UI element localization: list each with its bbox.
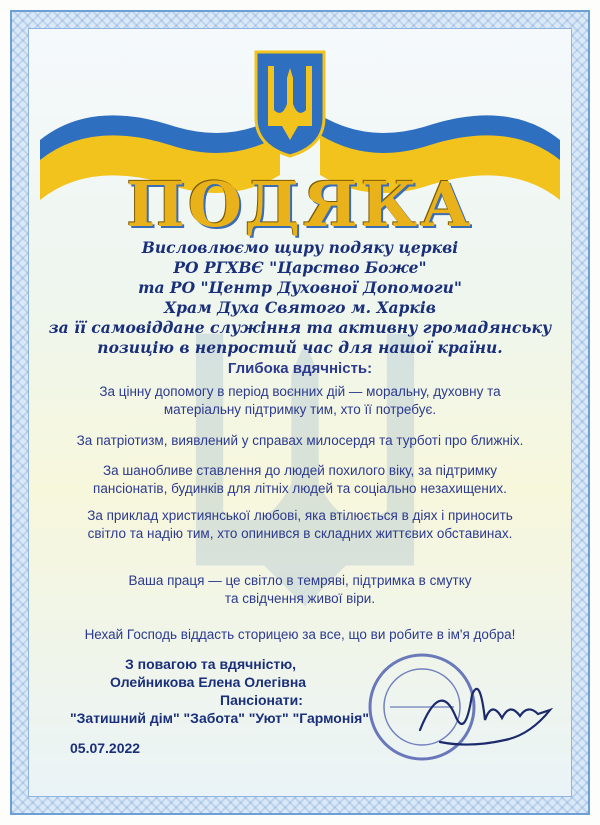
paragraph-line: та свідчення живої віри. [224,591,376,606]
intro-line: Висловлюємо щиру подяку церкві [141,238,459,257]
document-date: 05.07.2022 [70,740,141,756]
paragraph-line: За приклад християнської любові, яка втілюється в діях і приносить [87,508,513,523]
paragraph-line: світло та надію тим, хто опинився в складних життєвих обставинах. [87,526,513,541]
paragraph [40,383,560,419]
paragraph-line: За патріотизм, виявлений у справах милосердя та турботі про ближніх. [76,433,524,448]
certificate-title: ПОДЯКА [126,168,474,241]
intro-text [40,238,560,358]
paragraph-line: Нехай Господь віддасть сторицею за все, що ви робите в ім'я добра! [84,627,516,642]
signer-role: Пансіонати: [220,692,303,708]
paragraph-line: За шанобливе ставлення до людей похилого віку, за підтримку [102,463,498,478]
paragraph [40,572,560,608]
coat-of-arms-icon [252,48,328,158]
subheading: Глибока вдячність: [227,360,373,377]
paragraph-line: матеріальну підтримку тим, хто її потребує. [163,402,437,417]
paragraph-line: За цінну допомогу в період воєнних дій — моральну, духовну та [99,384,501,399]
paragraph [40,507,560,543]
handwritten-signature-icon [410,660,560,750]
organization-list: "Затишний дім" "Забота" "Уют" "Гармонія" [70,710,369,726]
paragraph [40,432,560,450]
paragraph [40,462,560,498]
intro-line: позицію в непростий час для нашої країни. [97,338,503,357]
signature-block [70,655,370,757]
intro-line: та РО "Центр Духовної Допомоги" [138,278,462,297]
paragraph-line: Ваша праця — це світло в темряві, підтримка в смутку [128,573,472,588]
intro-line: РО РГХВЄ "Царство Боже" [173,258,427,277]
signer-name: Олейникова Елена Олегівна [110,674,307,690]
intro-line: за її самовіддане служіння та активну громадянську [48,318,552,337]
paragraph-line: пансіонатів, будинків для літніх людей та соціально незахищених. [93,481,507,496]
intro-line: Храм Духа Святого м. Харків [164,298,436,317]
regards-line: З повагою та вдячністю, [125,656,297,672]
paragraph [40,626,560,644]
